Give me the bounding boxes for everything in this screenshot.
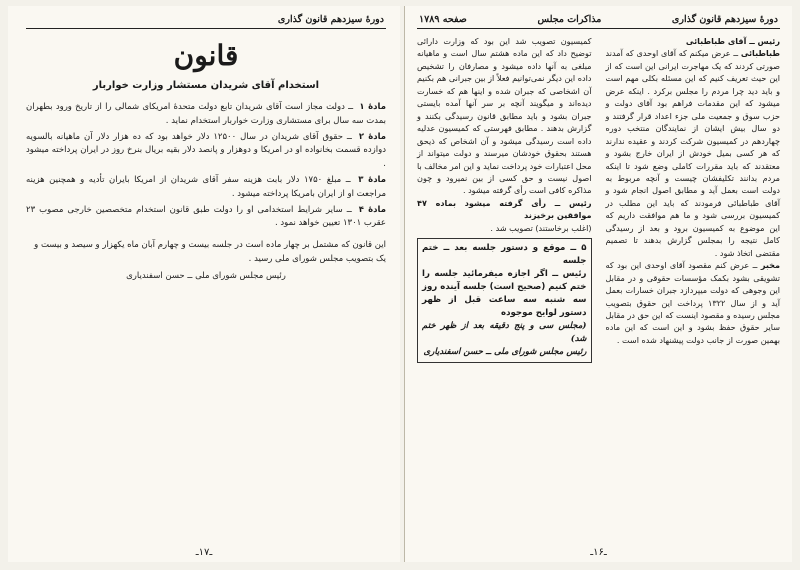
right-running-header	[417, 14, 780, 29]
speaker-text: ــ عرض میکنم که آقای اوحدی که آمدند صورتی کردند که یک مهاجرت ایرانی این است که از این حیث تعریف کنیم که این مسئله بکلی مهم است و باید دید چرا مردم را مجلس برکرد . اینکه عرض میشود که این مقدمات فراهم بود آقای دولت و حزب سوق و جمعیت ملی جزء اعداد قرار گرفتند و دو سال بیش ایشان از نمایندگان منتخب دوره چهاردهم در کمیسیون شرکت کردند و عقیده ندارند که هر کسی بمیل خودش از ایران خارج بشود و معتقدند که باید مقررات کاملی وضع شود تا اینکه مردم بدانند تکلیفشان چیست و آنچه مربوط به دولت است بعمل آید و مطابق اصول انجام شود و آقای طباطبائی فرمودند که باید این مطلب در کمیسیون بررسی شود و ما هم موافقت داریم که این موضوع به کمیسیون برود و بعد از رسیدگی کامل نتیجه را بمجلس گزارش بدهند تا تصمیم مقتضی اتخاذ شود .	[605, 48, 780, 258]
speaker-name: طباطبائی	[740, 48, 780, 59]
debate-column-left	[417, 35, 592, 363]
article-label: مادهٔ ۱	[359, 102, 386, 112]
article-text: ــ حقوق آقای شریدان در سال ۱۲۵۰۰ دلار خواهد بود که ده هزار دلار آن ماهیانه بالسویه دوازده قسمت بخانواده او در امریکا و دوهزار و پانصد دلار بقیه بریال بنرخ روز در ایران پرداخته میشود .	[26, 131, 386, 170]
right-header-title: مذاکرات مجلس	[537, 14, 602, 25]
left-page-number: ـ۱۷ـ	[195, 547, 213, 558]
law-subtitle: استخدام آقای شریدان مستشار وزارت خواربار	[92, 80, 320, 91]
right-page	[404, 6, 792, 562]
article-text: ــ دولت مجاز است آقای شریدان تابع دولت متحدهٔ امریکای شمالی را از تاریخ ورود بطهران بمدت سه سال برای مستشاری وزارت خواربار استخدام نماید .	[26, 102, 386, 126]
speaker-signature: رئیس مجلس شورای ملی ــ حسن اسفندیاری	[423, 347, 587, 358]
agenda-heading: ۵ ــ موقع و دستور جلسه بعد ــ ختم جلسه	[422, 243, 587, 267]
article-label: مادهٔ ۴	[358, 204, 386, 215]
law-title: قانون	[173, 39, 239, 72]
session-end-note: (مجلس سی و پنج دقیقه بعد از ظهر ختم شد)	[422, 321, 587, 345]
article-4	[26, 204, 386, 232]
vote-result: (اغلب برخاستند) تصویب شد .	[490, 222, 592, 233]
chair-heading: رئیس ــ آقای طباطبائی	[685, 36, 780, 46]
article-1	[26, 101, 386, 129]
left-header-title: دورهٔ سیزدهم قانون گذاری	[277, 14, 384, 25]
debate-text: کمیسیون تصویب شد این بود که وزارت دارائی توضیح داد که این ماده هشتم سال است و ماهیانه مبلغی به آنها داده میشود و مصارفان را تشخیص داده این دیگر نمی‌توانیم فعلاً از بین جبرانی هم بکنیم آن اشخاصی که جبران شده و اینها هم که خسارت دیده‌اند و میگویند آنچه بر سر آنها آمده بایستی جبران بشود و باید مطابق قانون رسیدگی بکنند و گزارش بدهند . مطابق فهرستی که کمیسیون عدلیه داده است رسیدگی میشود و آن اشخاص که ذیحق هستند بحقوق خودشان میرسند و دولت میتواند از محل اعتبارات خود پرداخت نماید و این امر مخالف با اصول نیست و حق کسی از بین نمیرود و چون مذاکره کافی است رأی گرفته میشود .	[417, 36, 592, 196]
debate-column-right	[606, 35, 781, 363]
article-3	[26, 174, 386, 202]
rapporteur-text: ــ عرض کنم مقصود آقای اوحدی این بود که تشویقی بشود بکمک مؤسسات حقوقی و در مقابل این وجوهی که دولت میپردازد جبران خسارات بعمل آید و از سال ۱۳۲۲ پرداخت این حقوق بتصویب مجلس رسیده و مقصود اینست که این حق در مقابل سایر حقوق حفظ بشود و این است که این ماده بهمین صورت از جانب دولت پیشنهاد شده است .	[605, 260, 780, 345]
right-page-number: ـ۱۶ـ	[590, 547, 607, 558]
vote-line: رئیس ــ رأی گرفته میشود بماده ۴۷ موافقین برخیزند	[417, 197, 592, 221]
adjourn-text: رئیس ــ اگر اجازه میفرمائید جلسه را ختم کنیم (صحیح است) جلسه آینده روز سه شنبه سه ساعت قبل از ظهر دستور لوایح موجوده	[422, 269, 587, 319]
article-label: مادهٔ ۲	[358, 131, 387, 142]
article-2	[26, 131, 386, 172]
session-end-box	[417, 238, 592, 363]
right-header-session: دورهٔ سیزدهم قانون گذاری	[671, 14, 778, 25]
debate-columns	[417, 35, 780, 363]
article-text: ــ مبلغ ۱۷۵۰ دلار بابت هزینه سفر آقای شریدان از امریکا بایران تأدیه و همچنین هزینه مراجعت او از ایران بامریکا پرداخته میشود .	[26, 174, 386, 199]
left-page	[8, 6, 400, 562]
law-closing-paragraph: این قانون که مشتمل بر چهار ماده است در جلسه بیست و چهارم آبان ماه یکهزار و سیصد و بیست و یک بتصویب مجلس شورای ملی رسید .	[34, 240, 386, 264]
article-label: مادهٔ ۳	[358, 174, 387, 185]
law-signature: رئیس مجلس شورای ملی ــ حسن اسفندیاری	[126, 270, 286, 281]
rapporteur-label: مخبر	[760, 260, 780, 271]
right-header-page: صفحه ۱۷۸۹	[419, 14, 467, 25]
article-text: ــ سایر شرایط استخدامی او را دولت طبق قانون استخدام متخصصین خارجی مصوب ۲۳ عقرب ۱۳۰۱ تعیین خواهد نمود .	[26, 204, 386, 229]
left-running-header	[26, 14, 386, 29]
